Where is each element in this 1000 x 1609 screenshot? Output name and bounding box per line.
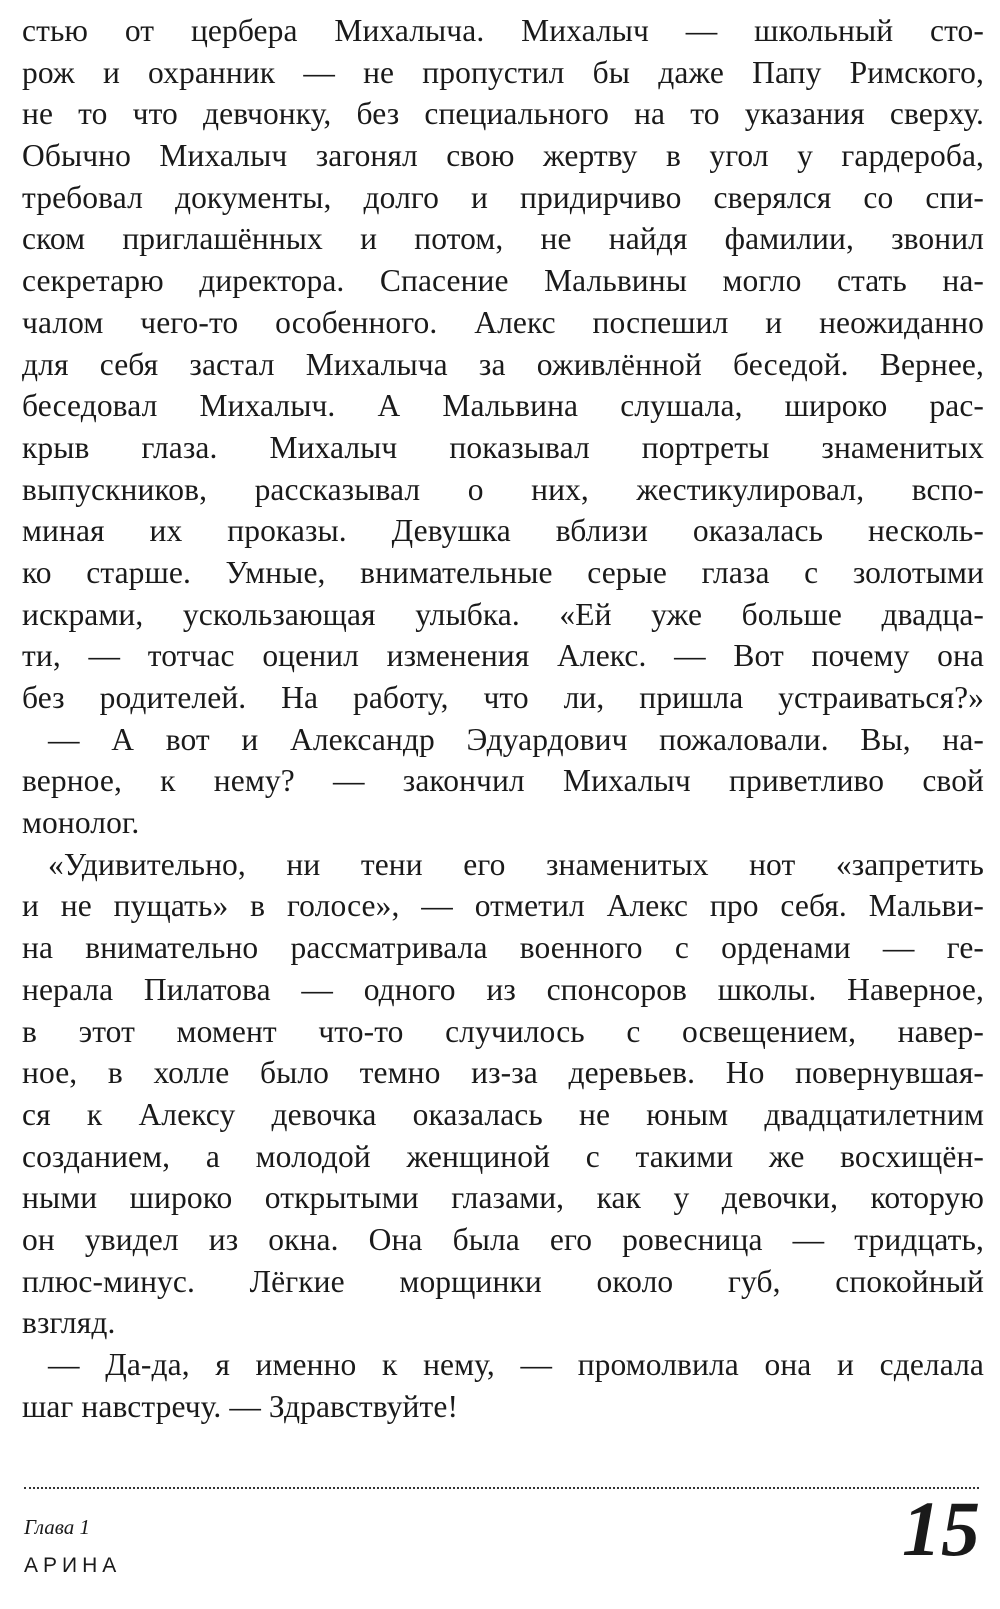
text-line: верное, к нему? — закончил Михалыч приветливо свой xyxy=(22,763,984,799)
text-line: крыв глаза. Михалыч показывал портреты знаменитых xyxy=(22,429,984,465)
text-line: он увидел из окна. Она была его ровесница — тридцать, xyxy=(22,1221,984,1257)
text-line: ное, в холле было темно из-за деревьев. Но повернувшая- xyxy=(22,1055,984,1091)
text-line: рож и охранник — не пропустил бы даже Папу Римского, xyxy=(22,54,984,90)
text-line: — Да-да, я именно к нему, — промолвила она и сделала xyxy=(48,1347,984,1382)
text-line: и не пущать» в голосе», — отметил Алекс про себя. Мальви- xyxy=(22,888,984,924)
text-line: ти, — тотчас оценил изменения Алекс. — Вот почему она xyxy=(22,638,984,674)
text-line: ся к Алексу девочка оказалась не юным двадцатилетним xyxy=(22,1096,984,1132)
chapter-label: Глава 1 xyxy=(24,1515,90,1539)
text-line: шаг навстречу. — Здравствуйте! xyxy=(22,1388,459,1424)
text-line: беседовал Михалыч. А Мальвина слушала, широко рас- xyxy=(22,388,984,424)
text-line: в этот момент что-то случилось с освещением, навер- xyxy=(22,1013,984,1049)
text-line: «Удивительно, ни тени его знаменитых нот «запретить xyxy=(48,846,984,882)
chapter-title: АРИНА xyxy=(24,1554,122,1577)
text-line: ко старше. Умные, внимательные серые глаза с золотыми xyxy=(22,554,984,590)
page-number: 15 xyxy=(902,1485,980,1572)
text-line: нерала Пилатова — одного из спонсоров школы. Наверное, xyxy=(22,971,984,1007)
text-line: — А вот и Александр Эдуардович пожаловали. Вы, на- xyxy=(48,721,984,757)
text-line: Обычно Михалыч загонял свою жертву в угол у гардероба, xyxy=(22,138,984,174)
text-line: взгляд. xyxy=(22,1305,116,1341)
text-line: миная их проказы. Девушка вблизи оказалась несколь- xyxy=(22,513,984,549)
text-line: искрами, ускользающая улыбка. «Ей уже больше двадца- xyxy=(22,596,984,632)
text-line: не то что девчонку, без специального на то указания сверху. xyxy=(22,96,984,132)
text-line: созданием, а молодой женщиной с такими же восхищён- xyxy=(22,1138,984,1174)
text-line: стью от цербера Михалыча. Михалыч — школьный сто- xyxy=(22,13,984,48)
text-line: для себя застал Михалыча за оживлённой беседой. Вернее, xyxy=(22,346,984,382)
text-line: секретарю директора. Спасение Мальвины могло стать на- xyxy=(22,263,984,299)
text-line: чалом чего-то особенного. Алекс поспешил и неожиданно xyxy=(22,304,984,340)
text-line: ными широко открытыми глазами, как у девочки, которую xyxy=(22,1180,984,1216)
text-line: без родителей. На работу, что ли, пришла устраиваться?» xyxy=(22,680,984,715)
text-line: на внимательно рассматривала военного с орденами — ге- xyxy=(22,930,984,966)
footer-divider xyxy=(24,1487,979,1489)
book-page-text xyxy=(22,10,984,1427)
text-line: плюс-минус. Лёгкие морщинки около губ, спокойный xyxy=(22,1263,984,1299)
text-line: требовал документы, долго и придирчиво сверялся со спи- xyxy=(22,179,984,215)
text-line: монолог. xyxy=(22,805,140,841)
text-line: выпускников, рассказывал о них, жестикулировал, вспо- xyxy=(22,471,984,507)
text-line: ском приглашённых и потом, не найдя фамилии, звонил xyxy=(22,221,984,257)
